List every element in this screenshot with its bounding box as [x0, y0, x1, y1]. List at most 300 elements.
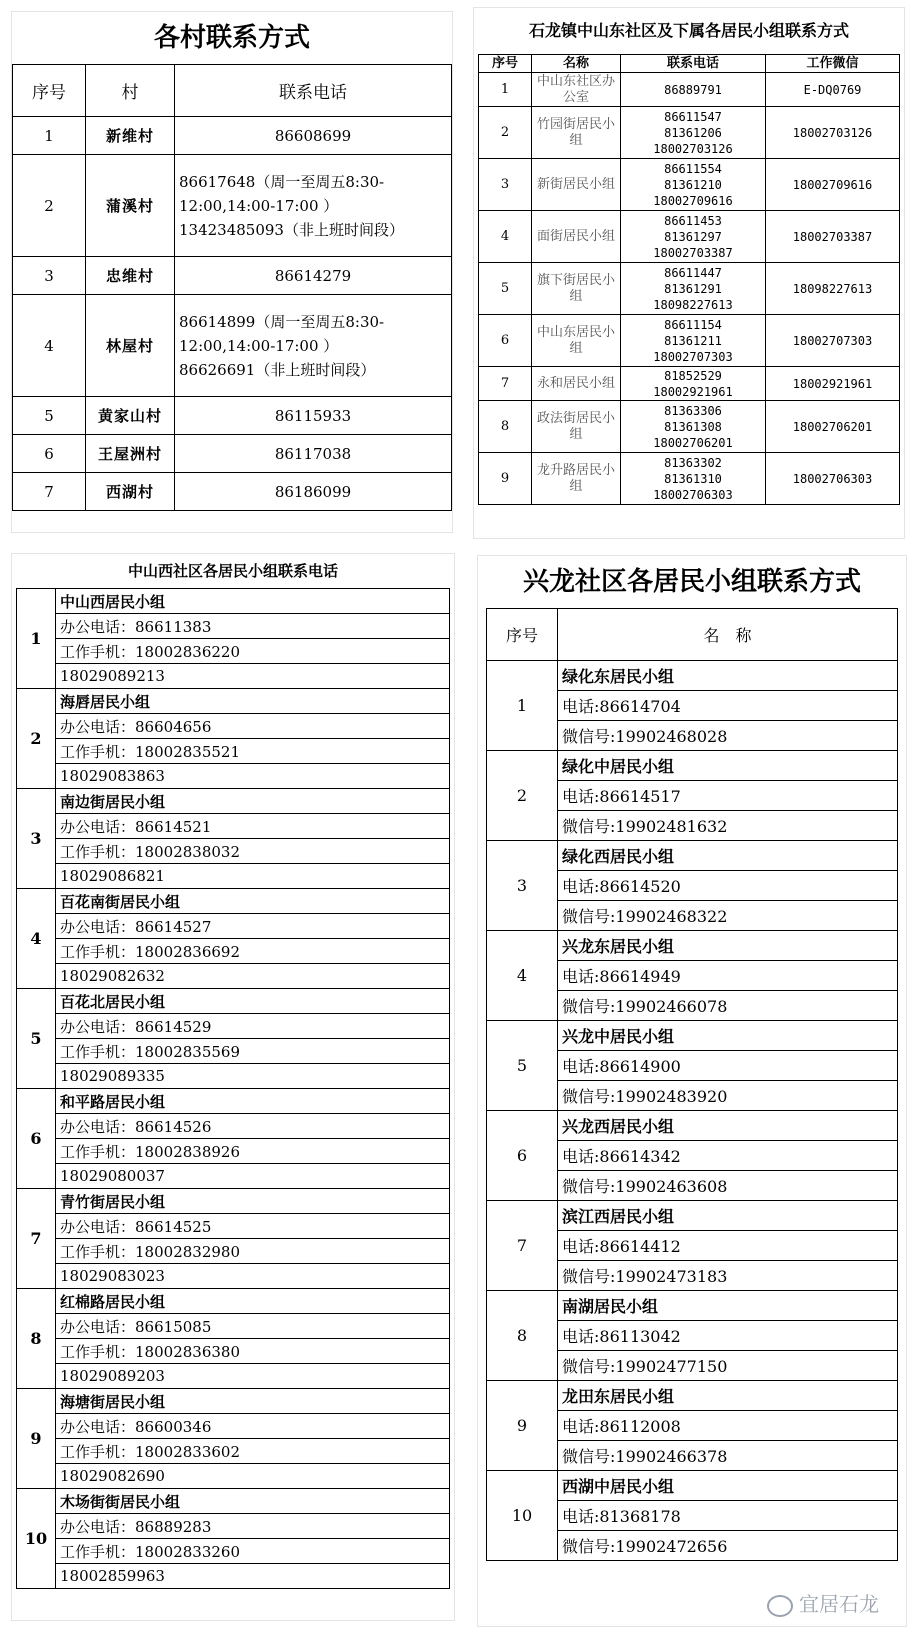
group-number: 8: [17, 1289, 56, 1389]
phone-cell: [175, 473, 452, 511]
group-name: 中山东居民小组: [532, 315, 621, 367]
table-row: [479, 453, 900, 505]
group-number: 1: [487, 661, 558, 751]
mobile-number: 18002838926: [135, 1142, 240, 1161]
phone-line: 86186099: [274, 482, 352, 501]
wechat-number: 19902468028: [615, 727, 728, 746]
wechat-number: 19902468322: [615, 907, 728, 926]
village-name: 蒲溪村: [86, 155, 175, 257]
office-phone-row: [17, 814, 450, 839]
zhongshan-east-body: [479, 73, 900, 505]
office-label: 办公电话：: [60, 617, 136, 636]
phone-line: 18002707303: [653, 349, 733, 364]
phone-cell: [558, 1141, 898, 1171]
mobile-phone: [56, 839, 450, 864]
phone-label: 电话:: [562, 967, 600, 986]
phone-line: 81361210: [664, 177, 722, 192]
phone-line: 18002921961: [653, 384, 733, 399]
group-name: 红棉路居民小组: [56, 1289, 450, 1314]
phone-line: 18002706303: [653, 487, 733, 502]
mobile-phone: [56, 639, 450, 664]
phone-cell: [621, 315, 766, 367]
office-phone: [56, 1014, 450, 1039]
phone-label: 电话:: [562, 787, 600, 806]
group-name: 西湖中居民小组: [558, 1471, 898, 1501]
group-row: [487, 661, 898, 691]
phone-cell: [558, 691, 898, 721]
group-name: 政法街居民小组: [532, 401, 621, 453]
phone-label: 电话:: [562, 1057, 600, 1076]
header-village: 村: [86, 65, 175, 117]
group-number: 8: [487, 1291, 558, 1381]
phone-line: 81363306: [664, 403, 722, 418]
mobile-number: 18002836380: [135, 1342, 240, 1361]
phone-line: 81363302: [664, 455, 722, 470]
wechat-cell: 18002703126: [766, 107, 900, 159]
group-row: [17, 1389, 450, 1414]
group-number: 1: [17, 589, 56, 689]
table-row: [479, 263, 900, 315]
zhongshan-west-title: 中山西社区各居民小组联系电话: [127, 562, 338, 580]
office-number: 86889283: [135, 1517, 212, 1536]
office-number: 86614529: [135, 1017, 212, 1036]
mobile-label: 工作手机：: [60, 1442, 136, 1461]
office-label: 办公电话：: [60, 817, 136, 836]
village-name: 新维村: [86, 117, 175, 155]
phone-number: 86614900: [599, 1057, 681, 1076]
phone-number: 86113042: [599, 1327, 681, 1346]
watermark: [767, 1588, 879, 1617]
extra-number: 18029089203: [56, 1364, 450, 1389]
office-label: 办公电话：: [60, 1417, 136, 1436]
group-row: [17, 889, 450, 914]
phone-line: 86614279: [274, 266, 352, 285]
mobile-phone-row: [17, 1239, 450, 1264]
wechat-cell: [558, 721, 898, 751]
office-label: 办公电话：: [60, 1017, 136, 1036]
table-row: [479, 107, 900, 159]
extra-number: 18029089213: [56, 664, 450, 689]
xinglong-body: [487, 661, 898, 1561]
header-phone: 联系电话: [175, 65, 452, 117]
mobile-number: 18002833260: [135, 1542, 240, 1561]
wechat-cell: 18002703387: [766, 211, 900, 263]
village-name: 黄家山村: [86, 397, 175, 435]
office-number: 86614526: [135, 1117, 212, 1136]
wechat-cell: 18002921961: [766, 367, 900, 401]
mobile-number: 18002835521: [135, 742, 240, 761]
office-number: 86611383: [135, 617, 212, 636]
phone-line: 18002706201: [653, 435, 733, 450]
group-name: 中山东社区办公室: [532, 73, 621, 107]
office-phone-row: [17, 914, 450, 939]
office-number: 86615085: [135, 1317, 212, 1336]
office-phone-row: [17, 1114, 450, 1139]
office-number: 86614521: [135, 817, 212, 836]
phone-cell: [621, 367, 766, 401]
wechat-cell: [558, 811, 898, 841]
extra-phone-row: [17, 1564, 450, 1589]
group-name: 兴龙中居民小组: [558, 1021, 898, 1051]
group-row: [487, 1381, 898, 1411]
wechat-cell: 18002707303: [766, 315, 900, 367]
extra-number: 18029082690: [56, 1464, 450, 1489]
phone-line: 81361297: [664, 229, 722, 244]
table-row: [13, 397, 452, 435]
group-name: 龙田东居民小组: [558, 1381, 898, 1411]
group-row: [17, 1489, 450, 1514]
header-no: 序号: [487, 609, 558, 661]
phone-line: 86611447: [664, 265, 722, 280]
group-number: 10: [487, 1471, 558, 1561]
village-name: 林屋村: [86, 295, 175, 397]
wechat-cell: 18098227613: [766, 263, 900, 315]
office-label: 办公电话：: [60, 917, 136, 936]
table-row: [13, 435, 452, 473]
group-name: 绿化西居民小组: [558, 841, 898, 871]
extra-phone-row: [17, 1464, 450, 1489]
wechat-label: 微信号:: [562, 1267, 616, 1286]
office-phone: [56, 914, 450, 939]
wechat-label: 微信号:: [562, 997, 616, 1016]
group-row: [17, 689, 450, 714]
group-name: 兴龙东居民小组: [558, 931, 898, 961]
xinglong-title: 兴龙社区各居民小组联系方式: [522, 567, 861, 597]
phone-label: 电话:: [562, 1327, 600, 1346]
village-name: 王屋洲村: [86, 435, 175, 473]
group-name: 绿化中居民小组: [558, 751, 898, 781]
group-number: 4: [487, 931, 558, 1021]
xinglong-panel: [478, 556, 906, 1626]
group-name: 海塘街居民小组: [56, 1389, 450, 1414]
group-number: 7: [17, 1189, 56, 1289]
mobile-label: 工作手机：: [60, 742, 136, 761]
phone-number: 86112008: [599, 1417, 681, 1436]
phone-cell: [175, 435, 452, 473]
table-row: [479, 73, 900, 107]
group-row: [487, 1021, 898, 1051]
phone-cell: [621, 401, 766, 453]
header-phone: 联系电话: [621, 55, 766, 73]
row-number: 6: [479, 315, 532, 367]
mobile-label: 工作手机：: [60, 942, 136, 961]
group-name: 兴龙西居民小组: [558, 1111, 898, 1141]
office-label: 办公电话：: [60, 1317, 136, 1336]
phone-cell: [175, 257, 452, 295]
row-number: 1: [13, 117, 86, 155]
wechat-cell: E-DQ0769: [766, 73, 900, 107]
mobile-label: 工作手机：: [60, 642, 136, 661]
extra-phone-row: [17, 1264, 450, 1289]
group-number: 4: [17, 889, 56, 989]
mobile-phone-row: [17, 1339, 450, 1364]
office-phone: [56, 814, 450, 839]
phone-line: 12:00,14:00-17:00 ）: [179, 336, 339, 355]
wechat-cell: [558, 1261, 898, 1291]
phone-cell: [621, 263, 766, 315]
table-row: [13, 295, 452, 397]
group-row: [17, 989, 450, 1014]
wechat-number: 19902473183: [615, 1267, 728, 1286]
phone-cell: [175, 155, 452, 257]
office-label: 办公电话：: [60, 1217, 136, 1236]
phone-cell: [558, 1231, 898, 1261]
row-number: 4: [479, 211, 532, 263]
mobile-number: 18002833602: [135, 1442, 240, 1461]
phone-line: 81361206: [664, 125, 722, 140]
mobile-number: 18002835569: [135, 1042, 240, 1061]
row-number: 4: [13, 295, 86, 397]
zhongshan-east-table: [478, 54, 900, 505]
group-name: 青竹街居民小组: [56, 1189, 450, 1214]
office-phone-row: [17, 714, 450, 739]
table-row: [479, 159, 900, 211]
group-name: 新街居民小组: [532, 159, 621, 211]
phone-cell: [558, 961, 898, 991]
phone-line: 18098227613: [653, 297, 733, 312]
row-number: 2: [479, 107, 532, 159]
group-row: [487, 751, 898, 781]
table-row: [13, 473, 452, 511]
extra-number: 18029083023: [56, 1264, 450, 1289]
phone-line: 86617648（周一至周五8:30-: [179, 172, 385, 191]
wechat-number: 19902466378: [615, 1447, 728, 1466]
header-name: 名 称: [558, 609, 898, 661]
mobile-phone-row: [17, 839, 450, 864]
office-phone: [56, 1314, 450, 1339]
phone-cell: [558, 1411, 898, 1441]
table-row: [479, 315, 900, 367]
extra-number: 18029086821: [56, 864, 450, 889]
group-number: 3: [487, 841, 558, 931]
phone-label: 电话:: [562, 1417, 600, 1436]
group-name: 南边街居民小组: [56, 789, 450, 814]
office-number: 86614525: [135, 1217, 212, 1236]
group-row: [17, 1089, 450, 1114]
extra-phone-row: [17, 1064, 450, 1089]
extra-phone-row: [17, 1164, 450, 1189]
table-row: [13, 155, 452, 257]
table-row: [479, 401, 900, 453]
group-number: 2: [17, 689, 56, 789]
group-name: 龙升路居民小组: [532, 453, 621, 505]
wechat-number: 19902477150: [615, 1357, 728, 1376]
group-name: 面街居民小组: [532, 211, 621, 263]
office-phone-row: [17, 1414, 450, 1439]
office-phone-row: [17, 1314, 450, 1339]
row-number: 7: [13, 473, 86, 511]
wechat-label: 微信号:: [562, 1087, 616, 1106]
mobile-phone: [56, 1539, 450, 1564]
phone-line: 81852529: [664, 368, 722, 383]
zhongshan-west-panel: [12, 554, 454, 1620]
row-number: 2: [13, 155, 86, 257]
wechat-cell: 18002706201: [766, 401, 900, 453]
extra-phone-row: [17, 664, 450, 689]
phone-line: 86611154: [664, 317, 722, 332]
villages-panel: [12, 12, 452, 532]
phone-cell: [558, 1501, 898, 1531]
group-number: 9: [17, 1389, 56, 1489]
wechat-label: 微信号:: [562, 727, 616, 746]
row-number: 8: [479, 401, 532, 453]
phone-number: 86614342: [599, 1147, 681, 1166]
phone-label: 电话:: [562, 1147, 600, 1166]
phone-number: 86614704: [599, 697, 681, 716]
zhongshan-west-body: [17, 589, 450, 1589]
row-number: 5: [13, 397, 86, 435]
village-name: 忠维村: [86, 257, 175, 295]
phone-line: 86608699: [274, 126, 352, 145]
phone-cell: [175, 397, 452, 435]
group-name: 百花北居民小组: [56, 989, 450, 1014]
mobile-label: 工作手机：: [60, 1042, 136, 1061]
office-label: 办公电话：: [60, 1517, 136, 1536]
row-number: 3: [13, 257, 86, 295]
table-row: [13, 117, 452, 155]
phone-cell: [621, 453, 766, 505]
wechat-number: 19902463608: [615, 1177, 728, 1196]
mobile-label: 工作手机：: [60, 842, 136, 861]
office-number: 86600346: [135, 1417, 212, 1436]
zhongshan-east-title: 石龙镇中山东社区及下属各居民小组联系方式: [528, 21, 849, 40]
phone-cell: [621, 211, 766, 263]
phone-cell: [621, 159, 766, 211]
group-name: 中山西居民小组: [56, 589, 450, 614]
phone-line: 86115933: [274, 406, 352, 425]
office-phone-row: [17, 1014, 450, 1039]
group-row: [17, 1289, 450, 1314]
extra-number: 18029082632: [56, 964, 450, 989]
phone-line: 18002703126: [653, 141, 733, 156]
header-no: 序号: [479, 55, 532, 73]
group-name: 南湖居民小组: [558, 1291, 898, 1321]
group-number: 6: [487, 1111, 558, 1201]
mobile-phone-row: [17, 639, 450, 664]
wechat-cell: [558, 1171, 898, 1201]
mobile-label: 工作手机：: [60, 1142, 136, 1161]
phone-line: 86889791: [664, 82, 722, 97]
wechat-cell: [558, 901, 898, 931]
office-phone-row: [17, 614, 450, 639]
office-number: 86614527: [135, 917, 212, 936]
mobile-phone-row: [17, 1039, 450, 1064]
group-number: 10: [17, 1489, 56, 1589]
mobile-label: 工作手机：: [60, 1242, 136, 1261]
group-number: 3: [17, 789, 56, 889]
extra-number: 18002859963: [56, 1564, 450, 1589]
group-name: 永和居民小组: [532, 367, 621, 401]
table-row: [479, 211, 900, 263]
phone-label: 电话:: [562, 877, 600, 896]
office-number: 86604656: [135, 717, 212, 736]
mobile-number: 18002836692: [135, 942, 240, 961]
zhongshan-west-table: [16, 588, 450, 1589]
group-number: 7: [487, 1201, 558, 1291]
wechat-number: 19902472656: [615, 1537, 728, 1556]
extra-phone-row: [17, 864, 450, 889]
wechat-cell: 18002709616: [766, 159, 900, 211]
wechat-cell: 18002706303: [766, 453, 900, 505]
phone-cell: [175, 117, 452, 155]
phone-label: 电话:: [562, 1237, 600, 1256]
group-name: 百花南街居民小组: [56, 889, 450, 914]
wechat-label: 微信号:: [562, 1357, 616, 1376]
wechat-label: 微信号:: [562, 907, 616, 926]
group-row: [487, 931, 898, 961]
mobile-phone-row: [17, 1439, 450, 1464]
row-number: 6: [13, 435, 86, 473]
mobile-number: 18002836220: [135, 642, 240, 661]
mobile-label: 工作手机：: [60, 1342, 136, 1361]
phone-cell: [558, 871, 898, 901]
mobile-phone: [56, 939, 450, 964]
group-name: 绿化东居民小组: [558, 661, 898, 691]
office-phone: [56, 1214, 450, 1239]
office-phone-row: [17, 1514, 450, 1539]
phone-line: 81361308: [664, 419, 722, 434]
phone-line: 86611547: [664, 109, 722, 124]
group-number: 6: [17, 1089, 56, 1189]
phone-number: 86614520: [599, 877, 681, 896]
group-name: 木场街街居民小组: [56, 1489, 450, 1514]
row-number: 3: [479, 159, 532, 211]
group-row: [487, 841, 898, 871]
mobile-label: 工作手机：: [60, 1542, 136, 1561]
phone-line: 18002709616: [653, 193, 733, 208]
phone-line: 12:00,14:00-17:00 ）: [179, 196, 339, 215]
phone-cell: [621, 73, 766, 107]
zhongshan-east-panel: [474, 8, 904, 538]
group-row: [17, 1189, 450, 1214]
mobile-phone-row: [17, 1139, 450, 1164]
office-phone: [56, 1514, 450, 1539]
watermark-text: 宜居石龙: [799, 1592, 879, 1616]
extra-phone-row: [17, 764, 450, 789]
mobile-phone-row: [17, 939, 450, 964]
extra-number: 18029083863: [56, 764, 450, 789]
villages-body: [13, 117, 452, 511]
wechat-label: 微信号:: [562, 1537, 616, 1556]
group-row: [487, 1111, 898, 1141]
village-name: 西湖村: [86, 473, 175, 511]
wechat-cell: [558, 1531, 898, 1561]
header-wechat: 工作微信: [766, 55, 900, 73]
office-phone: [56, 1414, 450, 1439]
office-phone: [56, 714, 450, 739]
mobile-phone: [56, 739, 450, 764]
phone-cell: [558, 1051, 898, 1081]
villages-table: [12, 64, 452, 511]
row-number: 1: [479, 73, 532, 107]
wechat-label: 微信号:: [562, 1177, 616, 1196]
wechat-label: 微信号:: [562, 817, 616, 836]
group-row: [487, 1201, 898, 1231]
office-phone-row: [17, 1214, 450, 1239]
row-number: 9: [479, 453, 532, 505]
group-number: 9: [487, 1381, 558, 1471]
wechat-cell: [558, 991, 898, 1021]
phone-number: 86614949: [599, 967, 681, 986]
phone-label: 电话:: [562, 1507, 600, 1526]
villages-title: 各村联系方式: [153, 23, 310, 53]
group-name: 和平路居民小组: [56, 1089, 450, 1114]
extra-number: 18029089335: [56, 1064, 450, 1089]
table-row: [479, 367, 900, 401]
phone-cell: [175, 295, 452, 397]
group-name: 旗下街居民小组: [532, 263, 621, 315]
header-no: 序号: [13, 65, 86, 117]
